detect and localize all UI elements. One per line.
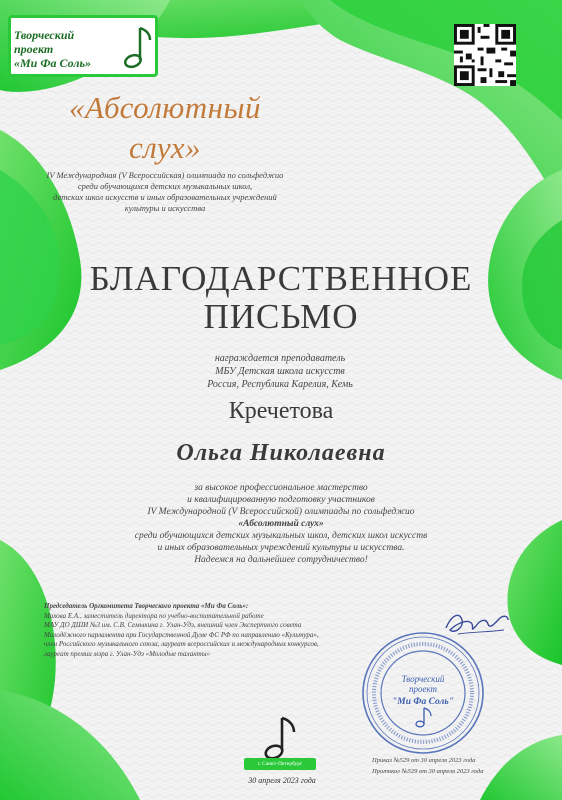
- issue-date: 30 апреля 2023 года: [248, 776, 316, 785]
- music-note-icon: [260, 712, 300, 762]
- olympiad-desc-line: среди обучающихся детских музыкальных школ,: [77, 181, 253, 191]
- stamp-line-2: проект: [408, 684, 438, 694]
- order-number: Приказ №529 от 30 апреля 2023 года: [372, 757, 476, 764]
- awardee-given-names: Ольга Николаевна: [176, 440, 386, 466]
- stamp-icon: [360, 630, 486, 756]
- awardee-intro-line: МБУ Детская школа искусств: [215, 366, 345, 377]
- music-note-icon: [120, 24, 154, 70]
- chair-info-line: Председатель Оргкомитета Творческого проекта «Ми Фа Соль»:: [44, 602, 249, 610]
- qr-code-icon[interactable]: [454, 24, 516, 86]
- reason-line: и квалифицированную подготовку участников: [187, 495, 375, 505]
- olympiad-desc-line: детских школ искусств и иных образовательных учреждений: [53, 192, 277, 202]
- city-badge: г. Санкт-Петербург: [244, 758, 316, 770]
- logo-line-1: Творческий проект: [14, 28, 75, 56]
- reason-line: Надеемся на дальнейшее сотрудничество!: [194, 555, 368, 565]
- awardee-intro: [140, 352, 420, 391]
- chair-info-line: Махова Е.А., заместитель директора по учебно-воспитательной работе: [44, 611, 264, 620]
- awardee-intro-line: Россия, Республика Карелия, Кемь: [207, 379, 353, 390]
- document-title-line-1: БЛАГОДАРСТВЕННОЕ: [89, 259, 473, 298]
- awardee-intro-line: награждается преподаватель: [214, 353, 346, 364]
- document-title-line-2: ПИСЬМО: [203, 297, 359, 336]
- reason-line: среди обучающихся детских музыкальных школ, детских школ искусств: [134, 531, 428, 541]
- reason-line: за высокое профессиональное мастерство: [194, 483, 368, 493]
- chair-info-line: член Российского музыкального союза, лауреат всероссийских и международных конкурсов,: [44, 640, 319, 648]
- reason-line: IV Международной (V Всероссийской) олимпиады по сольфеджио: [147, 507, 415, 517]
- reason-line: «Абсолютный слух»: [238, 519, 324, 529]
- document-title: [40, 260, 522, 336]
- awardee-surname: Кречетова: [228, 398, 334, 424]
- olympiad-desc-line: культуры и искусства: [124, 203, 206, 213]
- reason-line: и иных образовательных учреждений культуры и искусства.: [157, 543, 405, 553]
- olympiad-title: «Абсолютный слух»: [69, 90, 261, 165]
- olympiad-desc-line: IV Международная (V Всероссийская) олимпиада по сольфеджио: [46, 170, 284, 180]
- chair-info-line: лауреат премии мэра г. Улан-Удэ «Молодые таланты»: [44, 649, 210, 658]
- stamp-line-1: Творческий: [401, 674, 445, 684]
- chair-info-line: МАУ ДО ДШИ №3 им. С.В. Семыкина г. Улан-Удэ, внешний член Экспертного совета: [44, 621, 302, 629]
- chair-info: [44, 602, 404, 659]
- project-logo-text: [14, 28, 114, 70]
- logo-line-2: «Ми Фа Соль»: [14, 56, 91, 70]
- chair-info-line: Молодёжного парламента при Государственной Думе ФС РФ по направлению «Культура»,: [44, 630, 319, 639]
- award-reason: [80, 482, 482, 566]
- olympiad-description: [20, 170, 310, 214]
- stamp-line-3: "Ми Фа Соль": [392, 697, 454, 707]
- protocol-number: Протокол №529 от 30 апреля 2023 года: [372, 768, 484, 775]
